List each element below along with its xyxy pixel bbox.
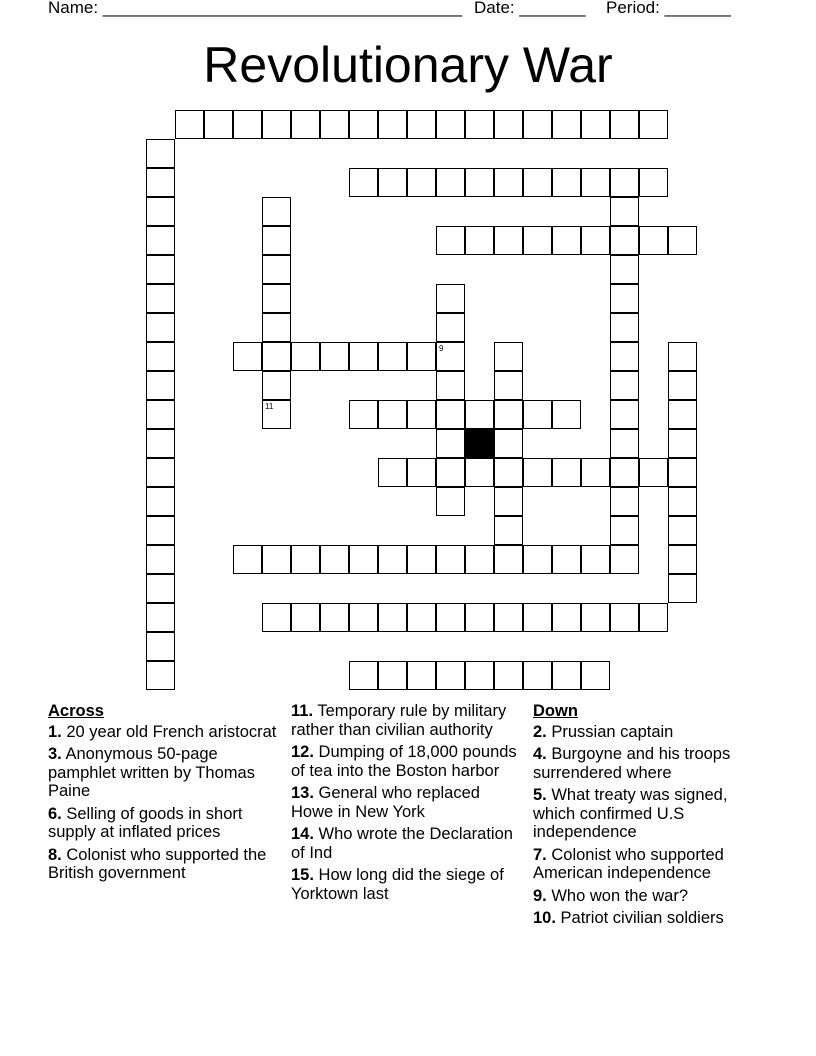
black-square — [465, 429, 494, 458]
grid-cell[interactable] — [407, 458, 436, 487]
clue-across-11: 11. Temporary rule by military rather than civilian authority — [291, 702, 507, 739]
grid-cell[interactable] — [146, 458, 175, 487]
grid-cell[interactable] — [349, 400, 378, 429]
grid-cell[interactable] — [668, 226, 697, 255]
grid-cell[interactable] — [610, 342, 639, 371]
grid-cell[interactable] — [494, 661, 523, 690]
grid-cell[interactable] — [436, 487, 465, 516]
grid-cell[interactable] — [262, 371, 291, 400]
grid-cell[interactable] — [552, 110, 581, 139]
grid-cell[interactable] — [320, 342, 349, 371]
grid-cell[interactable] — [581, 168, 610, 197]
grid-cell[interactable] — [436, 661, 465, 690]
grid-cell[interactable] — [378, 110, 407, 139]
grid-cell[interactable] — [639, 458, 668, 487]
grid-cell[interactable] — [146, 284, 175, 313]
grid-cell[interactable] — [146, 313, 175, 342]
clue-down-9: 9. Who won the war? — [533, 886, 689, 905]
grid-cell[interactable] — [436, 226, 465, 255]
grid-cell[interactable] — [465, 168, 494, 197]
clue-across-15: 15. How long did the siege of Yorktown last — [291, 866, 504, 903]
grid-cell[interactable] — [465, 545, 494, 574]
grid-cell[interactable] — [378, 458, 407, 487]
clue-number: 9 — [439, 344, 444, 353]
grid-cell[interactable] — [407, 342, 436, 371]
clue-across-3: 3. Anonymous 50-page pamphlet written by Thomas Paine — [48, 745, 255, 800]
grid-cell[interactable] — [552, 545, 581, 574]
grid-cell[interactable] — [668, 400, 697, 429]
grid-cell[interactable] — [465, 400, 494, 429]
grid-cell[interactable] — [349, 168, 378, 197]
grid-cell[interactable] — [407, 400, 436, 429]
grid-cell[interactable] — [436, 168, 465, 197]
grid-cell[interactable] — [639, 168, 668, 197]
grid-cell[interactable] — [494, 226, 523, 255]
grid-cell[interactable] — [146, 429, 175, 458]
grid-cell[interactable] — [581, 661, 610, 690]
grid-cell[interactable] — [146, 574, 175, 603]
grid-cell[interactable] — [436, 284, 465, 313]
puzzle-title: Revolutionary War — [203, 37, 613, 93]
grid-cell[interactable] — [146, 197, 175, 226]
grid-cell[interactable] — [146, 371, 175, 400]
grid-cell[interactable] — [610, 168, 639, 197]
grid-cell[interactable] — [668, 545, 697, 574]
grid-cell[interactable] — [523, 400, 552, 429]
grid-cell[interactable] — [349, 603, 378, 632]
grid-cell[interactable] — [465, 603, 494, 632]
date-field[interactable]: Date: _______ — [474, 0, 586, 17]
grid-cell[interactable] — [407, 603, 436, 632]
grid-cell[interactable] — [262, 226, 291, 255]
down-clues-column — [533, 702, 773, 932]
grid-cell[interactable] — [407, 545, 436, 574]
grid-cell[interactable] — [610, 371, 639, 400]
clue-across-12: 12. Dumping of 18,000 pounds of tea into the Boston harbor — [291, 743, 517, 780]
grid-cell[interactable] — [378, 545, 407, 574]
grid-cell[interactable] — [668, 574, 697, 603]
grid-cell[interactable] — [581, 545, 610, 574]
across-clues-column-2 — [291, 702, 521, 907]
clue-across-6: 6. Selling of goods in short supply at inflated prices — [48, 804, 243, 841]
grid-cell[interactable] — [523, 545, 552, 574]
clue-across-14: 14. Who wrote the Declaration of Ind — [291, 825, 513, 862]
grid-cell[interactable] — [146, 400, 175, 429]
grid-cell[interactable] — [494, 487, 523, 516]
grid-cell[interactable] — [523, 661, 552, 690]
grid-cell[interactable] — [436, 458, 465, 487]
grid-cell[interactable] — [291, 603, 320, 632]
grid-cell[interactable] — [262, 342, 291, 371]
grid-cell[interactable] — [146, 342, 175, 371]
grid-cell[interactable] — [610, 197, 639, 226]
grid-cell[interactable] — [262, 313, 291, 342]
grid-cell[interactable] — [146, 632, 175, 661]
grid-cell[interactable] — [668, 458, 697, 487]
grid-cell[interactable] — [291, 110, 320, 139]
grid-cell[interactable] — [668, 516, 697, 545]
grid-cell[interactable] — [581, 110, 610, 139]
grid-cell[interactable] — [610, 545, 639, 574]
grid-cell[interactable] — [494, 603, 523, 632]
grid-cell[interactable] — [610, 226, 639, 255]
grid-cell[interactable] — [262, 110, 291, 139]
grid-cell[interactable] — [146, 168, 175, 197]
grid-cell[interactable] — [262, 603, 291, 632]
grid-cell[interactable] — [639, 603, 668, 632]
across-heading: Across — [48, 702, 104, 720]
name-field[interactable]: Name: ______________________________________ — [48, 0, 463, 17]
grid-cell[interactable] — [610, 400, 639, 429]
grid-cell[interactable] — [146, 603, 175, 632]
grid-cell[interactable] — [494, 371, 523, 400]
clue-down-2: 2. Prussian captain — [533, 722, 674, 741]
grid-cell[interactable] — [146, 226, 175, 255]
grid-cell[interactable] — [523, 458, 552, 487]
grid-cell[interactable] — [204, 110, 233, 139]
grid-cell[interactable] — [581, 603, 610, 632]
grid-cell[interactable] — [639, 226, 668, 255]
grid-cell[interactable] — [552, 458, 581, 487]
grid-cell[interactable] — [668, 371, 697, 400]
grid-cell[interactable] — [146, 139, 175, 168]
grid-cell[interactable] — [146, 661, 175, 690]
grid-cell[interactable] — [523, 603, 552, 632]
grid-cell[interactable] — [320, 545, 349, 574]
grid-cell[interactable] — [668, 429, 697, 458]
grid-cell[interactable] — [436, 603, 465, 632]
grid-cell[interactable] — [610, 458, 639, 487]
grid-cell[interactable] — [407, 110, 436, 139]
clue-down-7: 7. Colonist who supported American independence — [533, 845, 724, 882]
grid-cell[interactable] — [494, 429, 523, 458]
grid-cell[interactable] — [436, 110, 465, 139]
grid-cell[interactable] — [494, 342, 523, 371]
grid-cell[interactable] — [494, 458, 523, 487]
grid-cell[interactable] — [494, 110, 523, 139]
grid-cell[interactable] — [610, 516, 639, 545]
grid-cell[interactable] — [552, 226, 581, 255]
clue-down-4: 4. Burgoyne and his troops surrendered where — [533, 745, 731, 782]
grid-cell[interactable] — [349, 545, 378, 574]
down-heading: Down — [533, 702, 578, 720]
grid-cell[interactable] — [465, 110, 494, 139]
grid-cell[interactable] — [668, 487, 697, 516]
period-field[interactable]: Period: _______ — [606, 0, 731, 17]
grid-cell[interactable] — [523, 168, 552, 197]
grid-cell[interactable] — [175, 110, 204, 139]
grid-cell[interactable] — [610, 313, 639, 342]
grid-cell[interactable] — [233, 110, 262, 139]
grid-cell[interactable] — [233, 545, 262, 574]
grid-cell[interactable] — [581, 226, 610, 255]
grid-cell[interactable] — [291, 545, 320, 574]
grid-cell[interactable] — [378, 661, 407, 690]
grid-cell[interactable] — [552, 168, 581, 197]
grid-cell[interactable] — [610, 603, 639, 632]
grid-cell[interactable] — [523, 110, 552, 139]
clue-down-10: 10. Patriot civilian soldiers — [533, 909, 724, 927]
grid-cell[interactable] — [668, 342, 697, 371]
clue-across-8: 8. Colonist who supported the British government — [48, 845, 267, 882]
grid-cell[interactable] — [581, 458, 610, 487]
grid-cell[interactable] — [378, 400, 407, 429]
grid-cell[interactable] — [639, 110, 668, 139]
grid-cell[interactable] — [262, 284, 291, 313]
grid-cell[interactable] — [552, 603, 581, 632]
grid-cell[interactable] — [378, 342, 407, 371]
grid-cell[interactable] — [552, 400, 581, 429]
clue-down-5: 5. What treaty was signed, which confirmed U.S independence — [533, 786, 728, 841]
grid-cell[interactable] — [494, 516, 523, 545]
grid-cell[interactable] — [610, 110, 639, 139]
grid-cell[interactable] — [407, 661, 436, 690]
grid-cell[interactable] — [320, 603, 349, 632]
grid-cell[interactable] — [262, 197, 291, 226]
grid-cell[interactable] — [494, 545, 523, 574]
grid-cell[interactable] — [465, 661, 494, 690]
grid-cell[interactable] — [552, 661, 581, 690]
grid-cell[interactable] — [262, 545, 291, 574]
grid-cell[interactable] — [610, 487, 639, 516]
grid-cell[interactable] — [349, 110, 378, 139]
grid-cell[interactable] — [436, 342, 465, 371]
grid-cell[interactable] — [146, 255, 175, 284]
grid-cell[interactable] — [378, 603, 407, 632]
clue-across-13: 13. General who replaced Howe in New York — [291, 784, 480, 821]
grid-cell[interactable] — [407, 168, 436, 197]
grid-cell[interactable] — [436, 400, 465, 429]
clue-number: 11 — [265, 402, 274, 411]
across-clues-column-1 — [48, 702, 278, 887]
grid-cell[interactable] — [378, 168, 407, 197]
grid-cell[interactable] — [494, 168, 523, 197]
clue-across-1: 1. 20 year old French aristocrat — [48, 722, 277, 741]
grid-cell[interactable] — [291, 342, 320, 371]
grid-cell[interactable] — [436, 545, 465, 574]
grid-cell[interactable] — [465, 458, 494, 487]
grid-cell[interactable] — [436, 429, 465, 458]
grid-cell[interactable] — [262, 255, 291, 284]
grid-cell[interactable] — [233, 342, 262, 371]
grid-cell[interactable] — [494, 400, 523, 429]
grid-cell[interactable] — [349, 342, 378, 371]
grid-cell[interactable] — [146, 516, 175, 545]
grid-cell[interactable] — [465, 226, 494, 255]
grid-cell[interactable] — [146, 545, 175, 574]
grid-cell[interactable] — [610, 255, 639, 284]
grid-cell[interactable] — [523, 226, 552, 255]
grid-cell[interactable] — [610, 429, 639, 458]
grid-cell[interactable] — [262, 400, 291, 429]
grid-cell[interactable] — [436, 313, 465, 342]
grid-cell[interactable] — [436, 371, 465, 400]
grid-cell[interactable] — [349, 661, 378, 690]
grid-cell[interactable] — [146, 487, 175, 516]
grid-cell[interactable] — [320, 110, 349, 139]
grid-cell[interactable] — [610, 284, 639, 313]
